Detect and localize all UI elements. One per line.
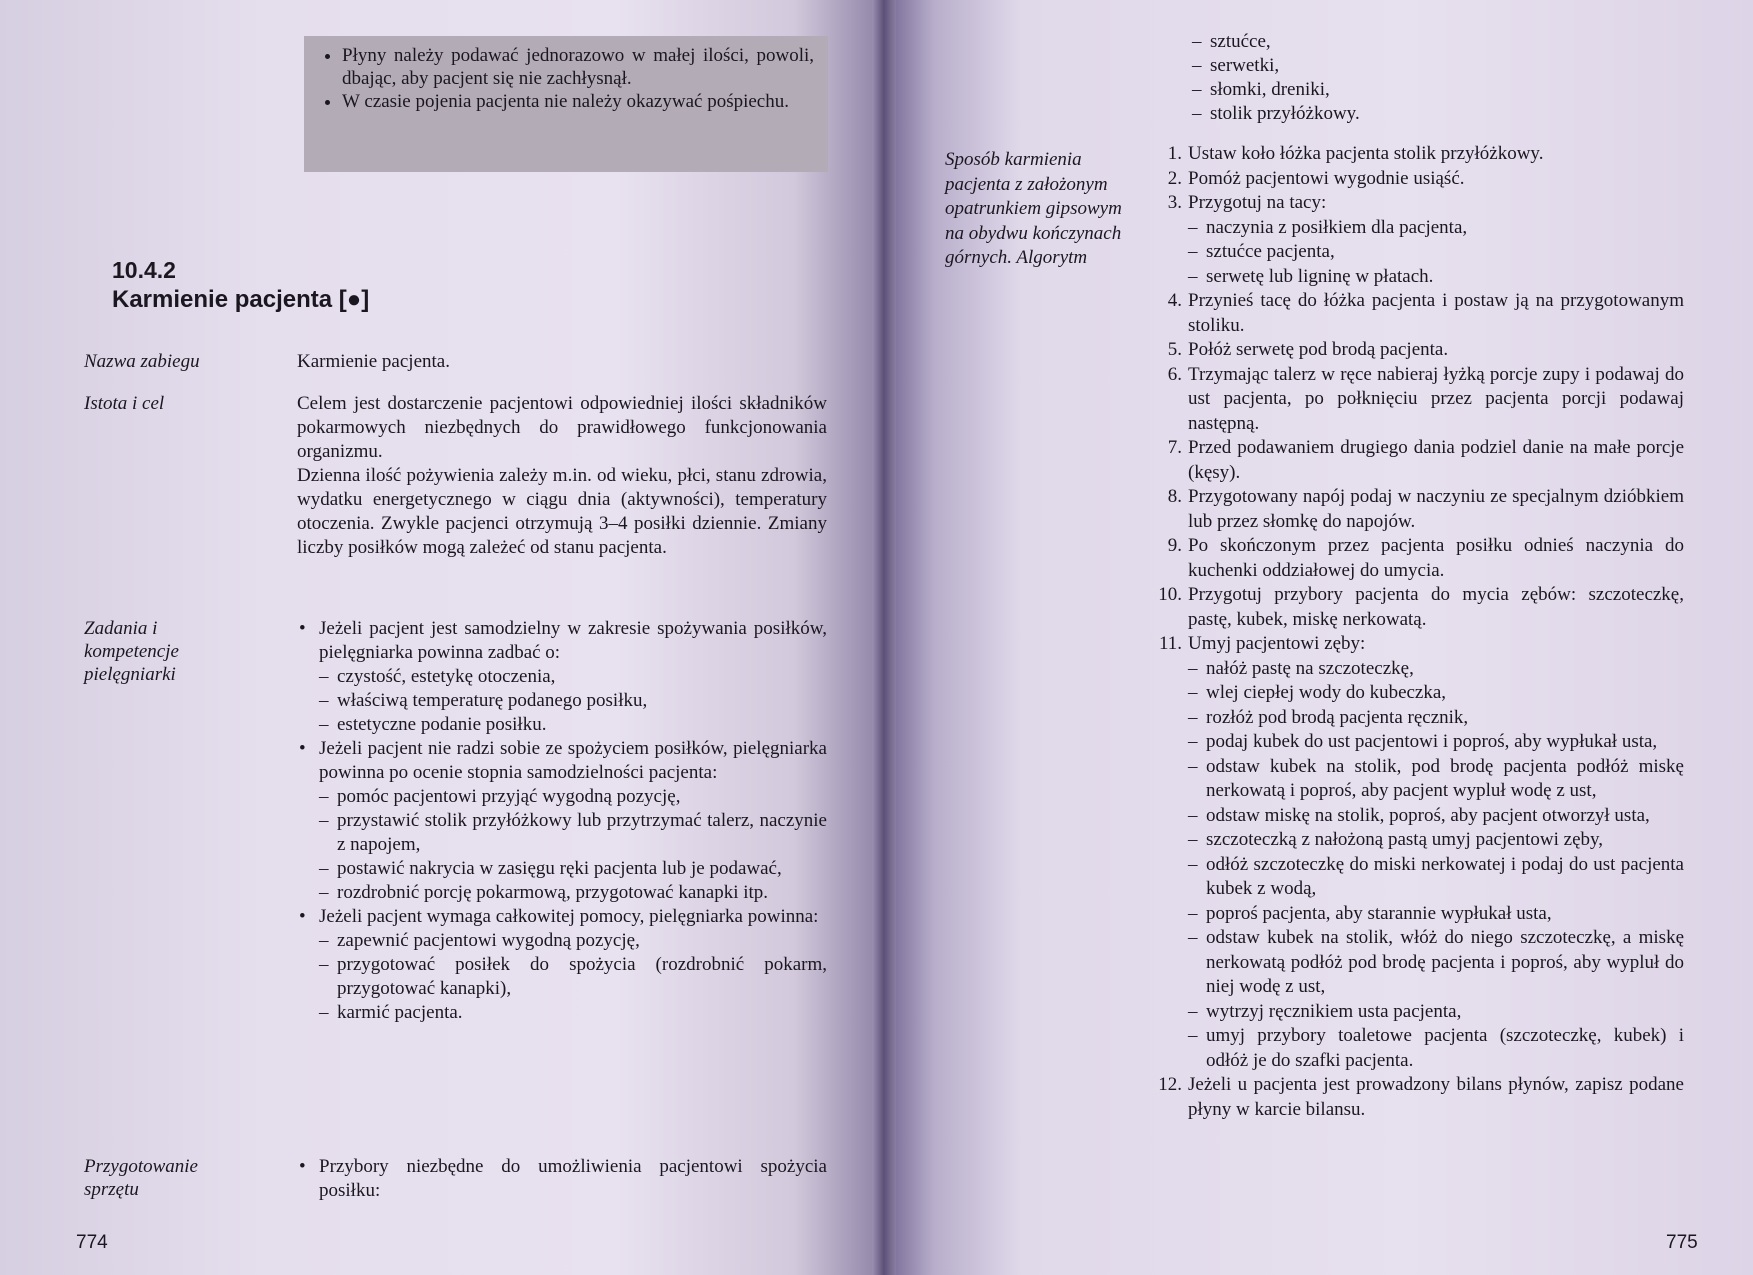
step-text: Jeżeli u pacjenta jest prowadzony bilans płynów, zapisz podane płyny w karcie bilansu. [1188,1074,1684,1120]
sub-item: – postawić nakrycia w zasięgu ręki pacjenta lub je podawać, [319,857,827,881]
note-item: • W czasie pojenia pacjenta nie należy okazywać pośpiechu. [342,90,814,113]
step-text: Przynieś tacę do łóżka pacjenta i postaw ją na przygotowanym stoliku. [1188,290,1684,336]
step-item [1152,436,1684,485]
algorithm-steps [1152,142,1684,1122]
item-text: Jeżeli pacjent wymaga całkowitej pomocy, pielęgniarka powinna: [319,906,819,927]
label-przygotowanie: Przygotowanie sprzętu [84,1156,198,1200]
right-page [882,0,1753,1275]
step-text: Umyj pacjentowi zęby: [1188,633,1366,654]
step-sub-item: – wytrzyj ręcznikiem usta pacjenta, [1188,1000,1684,1025]
item-text: Jeżeli pacjent jest samodzielny w zakresie spożywania posiłków, pielęgniarka powinna zadbać o: [319,618,827,663]
step-sub-item: – odłóż szczoteczkę do miski nerkowatej i podaj do ust pacjenta kubek z wodą, [1188,853,1684,902]
equipment-item: – sztućce, [1192,30,1652,54]
item-text: Jeżeli pacjent nie radzi sobie ze spożyciem posiłków, pielęgniarka powinna po ocenie stopnia samodzielności pacjenta: [319,738,827,783]
step-text: Ustaw koło łóżka pacjenta stolik przyłóżkowy. [1188,143,1544,164]
label-nazwa: Nazwa zabiegu [84,351,200,372]
step-item [1152,363,1684,437]
equipment-item: – słomki, dreniki, [1192,78,1652,102]
paragraph: Dzienna ilość pożywienia zależy m.in. od wieku, płci, stanu zdrowia, wydatku energetycznego w ciągu dnia (aktywności), temperatury otoczenia. Zwykle pacjenci otrzymują 3–4 posiłki dziennie. Zmiany liczby posiłków mogą zależeć od stanu pacjenta. [297,465,827,558]
step-number: 4. [1167,290,1182,311]
text-nazwa: Karmienie pacjenta. [297,351,450,372]
page-number-right: 775 [1666,1232,1698,1253]
step-number: 5. [1167,339,1182,360]
step-number: 6. [1167,363,1182,385]
equipment-item: – stolik przyłóżkowy. [1192,102,1652,126]
section-title: Karmienie pacjenta [●] [112,286,370,313]
step-sub-item: – umyj przybory toaletowe pacjenta (szczoteczkę, kubek) i odłóż je do szafki pacjenta. [1188,1024,1684,1073]
step-sub-item: – nałóż pastę na szczoteczkę, [1188,657,1684,682]
step-number: 2. [1167,167,1182,189]
step-text: Pomóż pacjentowi wygodnie usiąść. [1188,167,1465,189]
step-text: Przed podawaniem drugiego dania podziel danie na małe porcje (kęsy). [1188,437,1684,483]
step-sub-item: – podaj kubek do ust pacjentowi i poproś, aby wypłukał usta, [1188,730,1684,755]
step-text: Po skończonym przez pacjenta posiłku odnieś naczynia do kuchenki oddziałowej do umycia. [1188,535,1684,581]
step-item [1152,485,1684,534]
step-text: Przygotowany napój podaj w naczyniu ze specjalnym dzióbkiem lub przez słomkę do napojów. [1188,486,1684,532]
sub-item: – estetyczne podanie posiłku. [319,713,827,737]
step-text: Połóż serwetę pod brodą pacjenta. [1188,339,1449,360]
step-sub-item: – odstaw kubek na stolik, włóż do niego szczoteczkę, a miskę nerkowatą podłóż pod brodę pacjenta i poproś, aby wypluł do niej wodę z ust, [1188,926,1684,1000]
step-sub-item: – wlej ciepłej wody do kubeczka, [1188,681,1684,706]
sub-item: – właściwą temperaturę podanego posiłku, [319,689,827,713]
step-sub-item: – naczynia z posiłkiem dla pacjenta, [1188,216,1684,241]
step-number: 9. [1167,535,1182,556]
side-label-algorytm: Sposób karmienia pacjenta z założonym opatrunkiem gipsowym na obydwu kończynach górnych. Algorytm [945,149,1122,268]
step-sub-item: – sztućce pacjenta, [1188,240,1684,265]
step-item [1152,142,1684,167]
step-item [1152,583,1684,632]
sub-item: – karmić pacjenta. [319,1001,827,1025]
list-item [297,617,827,737]
step-number: 12. [1158,1074,1182,1095]
step-text: Przygotuj przybory pacjenta do mycia zębów: szczoteczkę, pastę, kubek, miskę nerkowatą. [1188,584,1684,630]
paragraph: Celem jest dostarczenie pacjentowi odpowiedniej ilości składników pokarmowych niezbędnych do prawidłowego funkcjonowania organizmu. [297,393,827,462]
text-istota [297,392,827,560]
step-number: 7. [1167,437,1182,458]
page-number-left: 774 [76,1232,108,1253]
label-istota: Istota i cel [84,393,165,414]
step-item [1152,1073,1684,1122]
step-sub-item: – odstaw miskę na stolik, poproś, aby pacjent otworzył usta, [1188,804,1684,829]
step-sub-item: – serwetę lub ligninę w płatach. [1188,265,1684,290]
step-number: 3. [1167,192,1182,213]
sub-item: – rozdrobnić porcję pokarmową, przygotować kanapki itp. [319,881,827,905]
step-item [1152,338,1684,363]
step-number: 1. [1167,143,1182,164]
list-item [297,737,827,905]
step-sub-item: – szczoteczką z nałożoną pastą umyj pacjentowi zęby, [1188,828,1684,853]
sub-item: – przygotować posiłek do spożycia (rozdrobnić pokarm, przygotować kanapki), [319,953,827,1001]
text-przygotowanie [297,1155,827,1203]
step-item [1152,167,1684,192]
note-item: • Płyny należy podawać jednorazowo w małej ilości, powoli, dbając, aby pacjent się nie zachłysnął. [342,44,814,90]
equipment-list [1192,30,1652,126]
note-box [304,36,828,172]
section-number: 10.4.2 [112,257,176,283]
book-spine [872,0,896,1275]
step-text: Trzymając talerz w ręce nabieraj łyżką porcje zupy i podawaj do ust pacjenta, po połknięciu przez pacjenta porcji podawaj następną. [1188,363,1684,434]
step-sub-item: – rozłóż pod brodą pacjenta ręcznik, [1188,706,1684,731]
text-zadania [297,617,827,1025]
sub-item: – pomóc pacjentowi przyjąć wygodną pozycję, [319,785,827,809]
list-item: • Przybory niezbędne do umożliwienia pacjentowi spożycia posiłku: [297,1155,827,1203]
equipment-item: – serwetki, [1192,54,1652,78]
list-item [297,905,827,1025]
step-sub-item: – poproś pacjenta, aby starannie wypłukał usta, [1188,902,1684,927]
sub-item: – przystawić stolik przyłóżkowy lub przytrzymać talerz, naczynie z napojem, [319,809,827,857]
step-item [1152,289,1684,338]
step-number: 11. [1158,633,1182,654]
step-number: 8. [1167,486,1182,507]
step-number: 10. [1158,584,1182,605]
label-zadania: Zadania i kompetencje pielęgniarki [84,618,179,685]
step-item [1152,534,1684,583]
step-text: Przygotuj na tacy: [1188,192,1327,213]
step-item [1152,191,1684,289]
step-sub-item: – odstaw kubek na stolik, pod brodę pacjenta podłóż miskę nerkowatą i poproś, aby pacjent wypluł wodę z ust, [1188,755,1684,804]
step-item [1152,632,1684,1073]
section-heading [112,256,369,316]
sub-item: – zapewnić pacjentowi wygodną pozycję, [319,929,827,953]
sub-item: – czystość, estetykę otoczenia, [319,665,827,689]
